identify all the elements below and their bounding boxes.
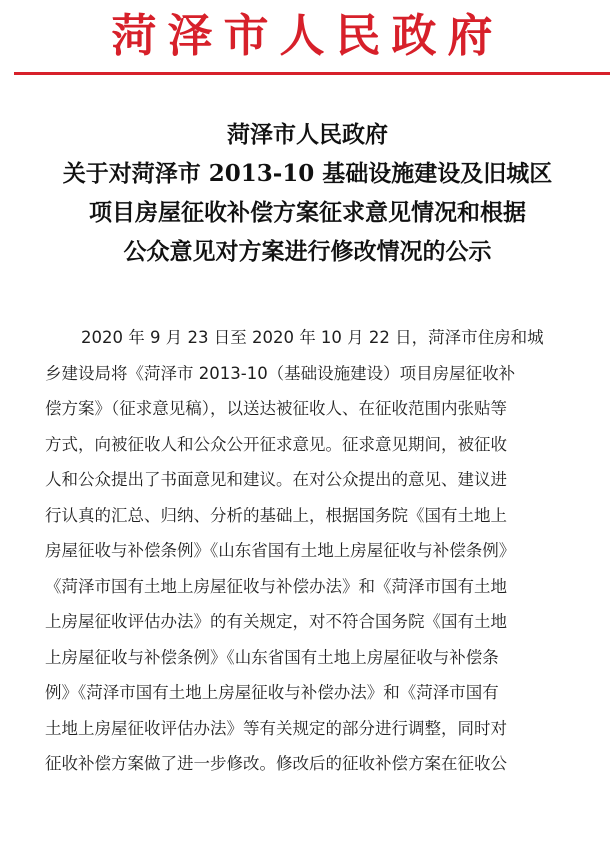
body-line: 例》《菏泽市国有土地上房屋征收与补偿办法》和《菏泽市国有 [45,683,499,702]
letterhead-red-rule [14,72,610,75]
body-line: 乡建设局将《菏泽市 2013-10（基础设施建设）项目房屋征收补 [45,363,516,383]
body-line: 征收补偿方案做了进一步修改。修改后的征收补偿方案在征收公 [45,754,507,773]
body-line: 上房屋征收与补偿条例》《山东省国有土地上房屋征收与补偿条 [45,647,499,667]
title-line-1: 菏泽市人民政府 [227,121,388,148]
body-line: 方式，向被征收人和公众公开征求意见。征求意见期间，被征收 [45,434,507,454]
body-line: 2020 年 9 月 23 日至 2020 年 10 月 22 日，菏泽市住房和城 [81,328,544,347]
body-line: 人和公众提出了书面意见和建议。在对公众提出的意见、建议进 [45,470,507,489]
document-body [45,320,605,782]
letterhead [0,0,615,70]
body-line: 《菏泽市国有土地上房屋征收与补偿办法》和《菏泽市国有土地 [45,576,507,596]
letterhead-title: 菏泽市人民政府 [111,9,504,62]
title-line-4: 公众意见对方案进行修改情况的公示 [123,238,492,265]
body-line: 上房屋征收评估办法》的有关规定，对不符合国务院《国有土地 [45,612,507,631]
document-title [0,115,615,271]
title-line-3: 项目房屋征收补偿方案征求意见情况和根据 [89,199,526,226]
title-line-2: 关于对菏泽市 2013-10 基础设施建设及旧城区 [62,160,553,187]
body-line: 土地上房屋征收评估办法》等有关规定的部分进行调整，同时对 [45,718,507,738]
body-line: 偿方案》（征求意见稿），以送达被征收人、在征收范围内张贴等 [45,399,507,418]
body-line: 房屋征收与补偿条例》《山东省国有土地上房屋征收与补偿条例》 [45,541,516,560]
body-line: 行认真的汇总、归纳、分析的基础上，根据国务院《国有土地上 [45,505,507,525]
